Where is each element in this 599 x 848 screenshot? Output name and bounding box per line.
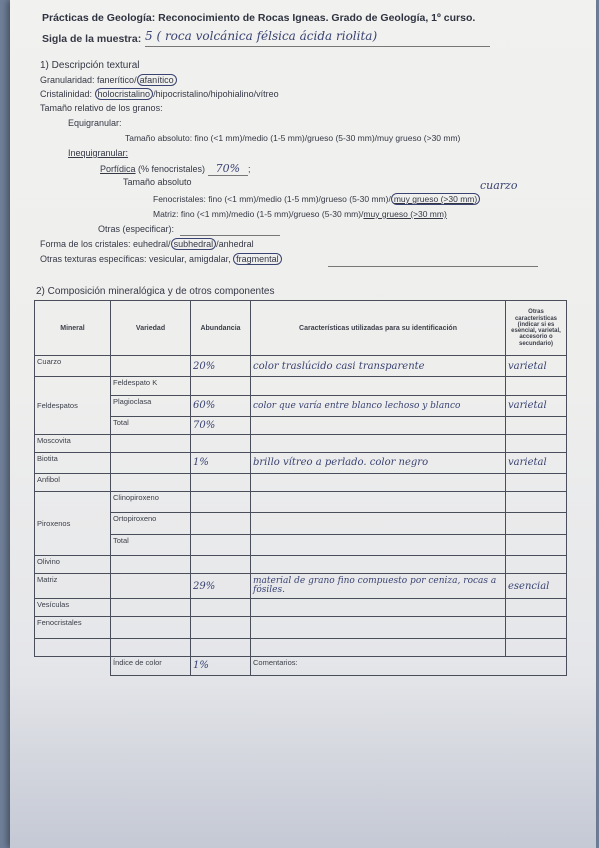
inequigranular-label: Inequigranular: bbox=[68, 148, 129, 158]
indice-color-value: 1% bbox=[193, 660, 209, 672]
fenocristales-line bbox=[153, 194, 480, 204]
cell-abundancia: 1% bbox=[193, 457, 209, 469]
fenocristales-options: Fenocristales: fino (<1 mm)/medio (1-5 mm)/grueso (5-30 mm)/ bbox=[153, 194, 391, 204]
forma-label: Forma de los cristales: bbox=[40, 239, 134, 249]
cell-mineral: Matriz bbox=[35, 573, 111, 598]
table-row-cuarzo bbox=[35, 356, 567, 377]
table-row-plagioclasa bbox=[35, 395, 567, 416]
page-title: Prácticas de Geología: Reconocimiento de Rocas Igneas. Grado de Geología, 1º curso. bbox=[42, 12, 476, 24]
cell-otras: varietal bbox=[508, 360, 547, 372]
table-row-feldespato-k bbox=[35, 377, 567, 395]
otras-texturas-line bbox=[40, 254, 282, 264]
cell-mineral: Feldespatos bbox=[35, 377, 111, 434]
porfidica-label: Porfídica bbox=[100, 164, 136, 174]
table-row-piroxenos-total bbox=[35, 534, 567, 555]
cell-mineral: Vesículas bbox=[35, 599, 111, 617]
cell-mineral: Moscovita bbox=[35, 434, 111, 452]
cristalinidad-line bbox=[40, 89, 279, 99]
cell-variedad: Ortopiroxeno bbox=[111, 513, 191, 534]
tamano-absoluto-equigranular: Tamaño absoluto: fino (<1 mm)/medio (1-5 mm)/grueso (5-30 mm)/muy grueso (>30 mm) bbox=[125, 133, 461, 143]
granularidad-option-faneritico: fanerítico/ bbox=[97, 75, 137, 85]
porfidica-end: ; bbox=[248, 164, 251, 174]
granularidad-option-afanitico: afanítico bbox=[137, 74, 177, 86]
cell-mineral: Fenocristales bbox=[35, 617, 111, 638]
otras-texturas-selected: fragmental bbox=[233, 253, 282, 265]
worksheet-page bbox=[10, 0, 596, 848]
table-row-olivino bbox=[35, 555, 567, 573]
cell-mineral: Anfibol bbox=[35, 474, 111, 492]
otras-texturas-label: Otras texturas específicas: vesicular, amigdalar, bbox=[40, 254, 234, 264]
cell-variedad: Clinopiroxeno bbox=[111, 492, 191, 513]
cell-otras: esencial bbox=[508, 580, 550, 592]
table-row-feldespatos-total bbox=[35, 416, 567, 434]
forma-cristales-line bbox=[40, 239, 254, 249]
otras-especificar-underline bbox=[180, 235, 280, 236]
col-header-caracteristicas: Características utilizadas para su identificación bbox=[251, 301, 506, 356]
col-header-variedad: Variedad bbox=[111, 301, 191, 356]
forma-option-anhedral: /anhedral bbox=[216, 239, 254, 249]
granularidad-line bbox=[40, 75, 177, 85]
handwritten-note-cuarzo: cuarzo bbox=[480, 179, 518, 192]
cell-abundancia: 29% bbox=[193, 580, 216, 592]
matriz-size-line bbox=[153, 209, 447, 219]
cell-variedad: Total bbox=[111, 416, 191, 434]
porfidica-label-rest: (% fenocristales) bbox=[135, 164, 206, 174]
cell-abundancia: 70% bbox=[193, 419, 216, 431]
cell-caracteristicas: color que varía entre blanco lechoso y blanco bbox=[253, 400, 461, 411]
table-row-indice-color bbox=[35, 656, 567, 675]
cell-abundancia: 60% bbox=[193, 400, 216, 412]
cell-caracteristicas: brillo vítreo a perlado. color negro bbox=[253, 457, 429, 469]
sigla-underline bbox=[145, 46, 490, 47]
fenocristales-selected: muy grueso (>30 mm) bbox=[391, 193, 480, 205]
granularidad-label: Granularidad: bbox=[40, 75, 98, 85]
table-row-matriz bbox=[35, 573, 567, 598]
tamano-absoluto-label: Tamaño absoluto bbox=[123, 177, 192, 187]
table-row-anfibol bbox=[35, 474, 567, 492]
cell-otras: varietal bbox=[508, 457, 547, 469]
table-row-clinopiroxeno bbox=[35, 492, 567, 513]
table-row-empty bbox=[35, 638, 567, 656]
table-header-row bbox=[35, 301, 567, 356]
matriz-size-selected: muy grueso (>30 mm) bbox=[363, 209, 447, 219]
otras-especificar-label: Otras (especificar): bbox=[98, 224, 175, 234]
indice-color-label: Índice de color bbox=[111, 656, 191, 675]
table-row-fenocristales bbox=[35, 617, 567, 638]
cell-otras: varietal bbox=[508, 400, 547, 412]
matriz-size-options: Matriz: fino (<1 mm)/medio (1-5 mm)/grueso (5-30 mm)/ bbox=[153, 209, 364, 219]
cell-variedad: Plagioclasa bbox=[111, 395, 191, 416]
col-header-abundancia: Abundancia bbox=[191, 301, 251, 356]
table-row-biotita bbox=[35, 452, 567, 473]
forma-option-euhedral: euhedral/ bbox=[133, 239, 171, 249]
photo-shadow bbox=[10, 678, 596, 848]
cell-mineral: Biotita bbox=[35, 452, 111, 473]
sigla-value: 5 ( roca volcánica félsica ácida riolita) bbox=[145, 29, 378, 43]
cristalinidad-options-rest: /hipocristalino/hipohialino/vítreo bbox=[153, 89, 279, 99]
sigla-label: Sigla de la muestra: bbox=[42, 33, 142, 45]
cristalinidad-label: Cristalinidad: bbox=[40, 89, 95, 99]
cell-caracteristicas: color traslúcido casi transparente bbox=[253, 360, 425, 372]
table-row-ortopiroxeno bbox=[35, 513, 567, 534]
table-row-moscovita bbox=[35, 434, 567, 452]
porfidica-line bbox=[100, 162, 251, 175]
otras-texturas-underline bbox=[328, 266, 538, 267]
section2-heading: 2) Composición mineralógica y de otros componentes bbox=[36, 286, 275, 297]
cristalinidad-option-holocristalino: holocristalino bbox=[95, 88, 154, 100]
cell-variedad: Total bbox=[111, 534, 191, 555]
forma-option-subhedral: subhedral bbox=[171, 238, 217, 250]
cell-abundancia: 20% bbox=[193, 360, 216, 372]
cell-caracteristicas: material de grano fino compuesto por ceniza, rocas a fósiles. bbox=[253, 575, 497, 596]
cell-variedad: Feldespato K bbox=[111, 377, 191, 395]
cell-mineral: Olivino bbox=[35, 555, 111, 573]
tamano-relativo-label: Tamaño relativo de los granos: bbox=[40, 103, 163, 113]
table-row-vesiculas bbox=[35, 599, 567, 617]
section1-heading: 1) Descripción textural bbox=[40, 60, 140, 71]
mineral-composition-table bbox=[34, 300, 567, 676]
porfidica-value: 70% bbox=[208, 162, 248, 176]
col-header-mineral: Mineral bbox=[35, 301, 111, 356]
col-header-otras: Otras características (indicar si es esencial, varietal, accesorio o secundario) bbox=[506, 301, 567, 356]
cell-mineral: Cuarzo bbox=[35, 356, 111, 377]
equigranular-label: Equigranular: bbox=[68, 118, 122, 128]
comentarios-label: Comentarios: bbox=[251, 656, 567, 675]
cell-mineral: Piroxenos bbox=[35, 492, 111, 556]
